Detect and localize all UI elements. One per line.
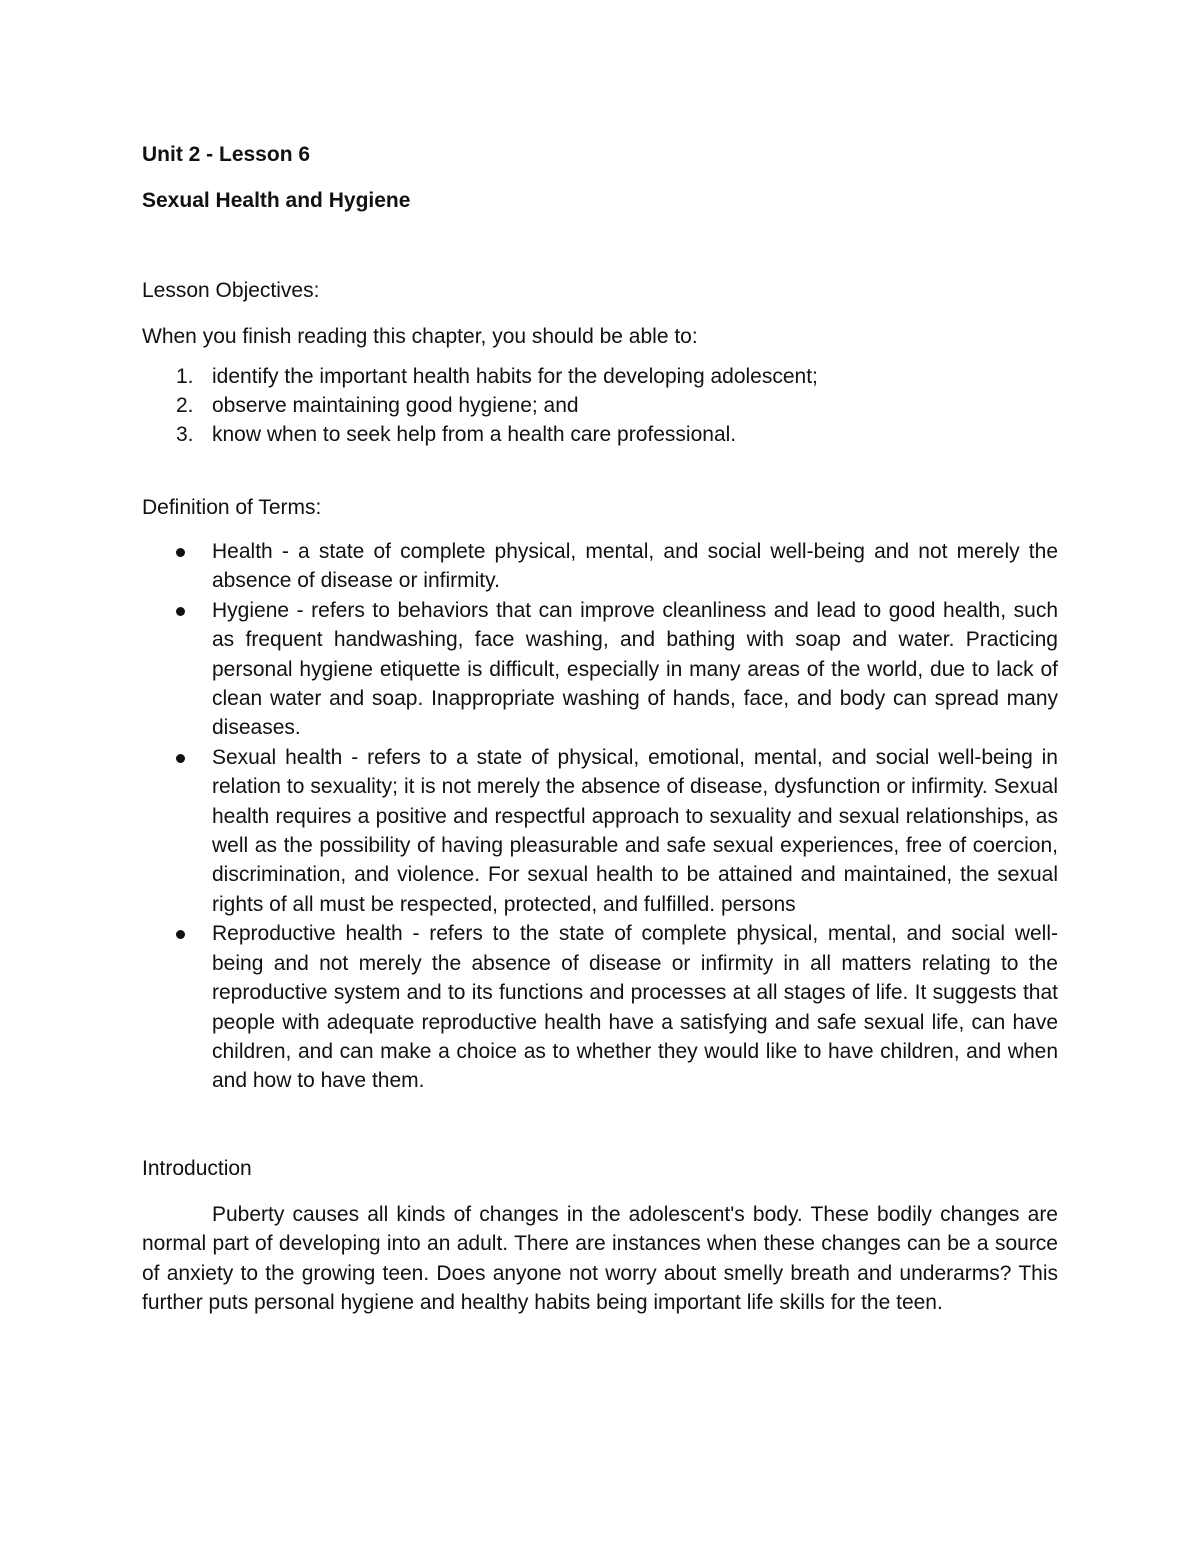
term-text: Hygiene - refers to behaviors that can improve cleanliness and lead to good health, such as frequent handwashing, face washing, and bathing with soap and water. Practicing personal hygiene etiquette is difficult, especially in many areas of the world, due to lack of clean water and soap. Inappropriate washing of hands, face, and body can spread many diseases. <box>212 598 1058 740</box>
objectives-list <box>142 362 1058 449</box>
bullet-icon <box>176 607 185 616</box>
introduction-paragraph: Puberty causes all kinds of changes in the adolescent's body. These bodily changes are normal part of developing into an adult. There are instances when these changes can be a source of anxiety to the growing teen. Does anyone not worry about smelly breath and underarms? This further puts personal hygiene and healthy habits being important life skills for the teen. <box>142 1202 1058 1314</box>
objective-number: 2. <box>176 394 194 417</box>
lesson-title: Sexual Health and Hygiene <box>142 189 411 212</box>
bullet-icon <box>176 548 185 557</box>
term-item <box>142 743 1058 919</box>
objectives-heading: Lesson Objectives: <box>142 279 320 302</box>
term-text: Reproductive health - refers to the state of complete physical, mental, and social well-being and not merely the absence of disease or infirmity in all matters relating to the reproductive system and to its functions and processes at all stages of life. It suggests that people with adequate reproductive health have a satisfying and safe sexual life, can have children, and can make a choice as to whether they would like to have children, and when and how to have them. <box>212 922 1058 1093</box>
term-text: Sexual health - refers to a state of physical, emotional, mental, and social well-being in relation to sexuality; it is not merely the absence of disease, dysfunction or infirmity. Sexual health requires a positive and respectful approach to sexuality and sexual relationships, as well as the possibility of having pleasurable and safe sexual experiences, free of coercion, discrimination, and violence. For sexual health to be attained and maintained, the sexual rights of all must be respected, protected, and fulfilled. persons <box>212 745 1058 916</box>
document-page <box>142 140 1058 1317</box>
terms-list <box>142 537 1058 1096</box>
objective-item <box>142 362 1058 391</box>
term-text: Health - a state of complete physical, mental, and social well-being and not merely the absence of disease or infirmity. <box>212 540 1058 593</box>
introduction-heading: Introduction <box>142 1156 252 1180</box>
objective-number: 3. <box>176 423 194 446</box>
bullet-icon <box>176 930 185 939</box>
term-item <box>142 537 1058 596</box>
objective-text: identify the important health habits for the developing adolescent; <box>212 365 818 388</box>
unit-title: Unit 2 - Lesson 6 <box>142 143 311 166</box>
bullet-icon <box>176 754 185 763</box>
term-item <box>142 919 1058 1095</box>
objective-item <box>142 420 1058 449</box>
objective-number: 1. <box>176 365 194 388</box>
objectives-intro: When you finish reading this chapter, you should be able to: <box>142 325 698 348</box>
terms-heading: Definition of Terms: <box>142 496 322 519</box>
objective-text: observe maintaining good hygiene; and <box>212 394 579 417</box>
term-item <box>142 596 1058 743</box>
objective-text: know when to seek help from a health care professional. <box>212 423 737 446</box>
objective-item <box>142 391 1058 420</box>
